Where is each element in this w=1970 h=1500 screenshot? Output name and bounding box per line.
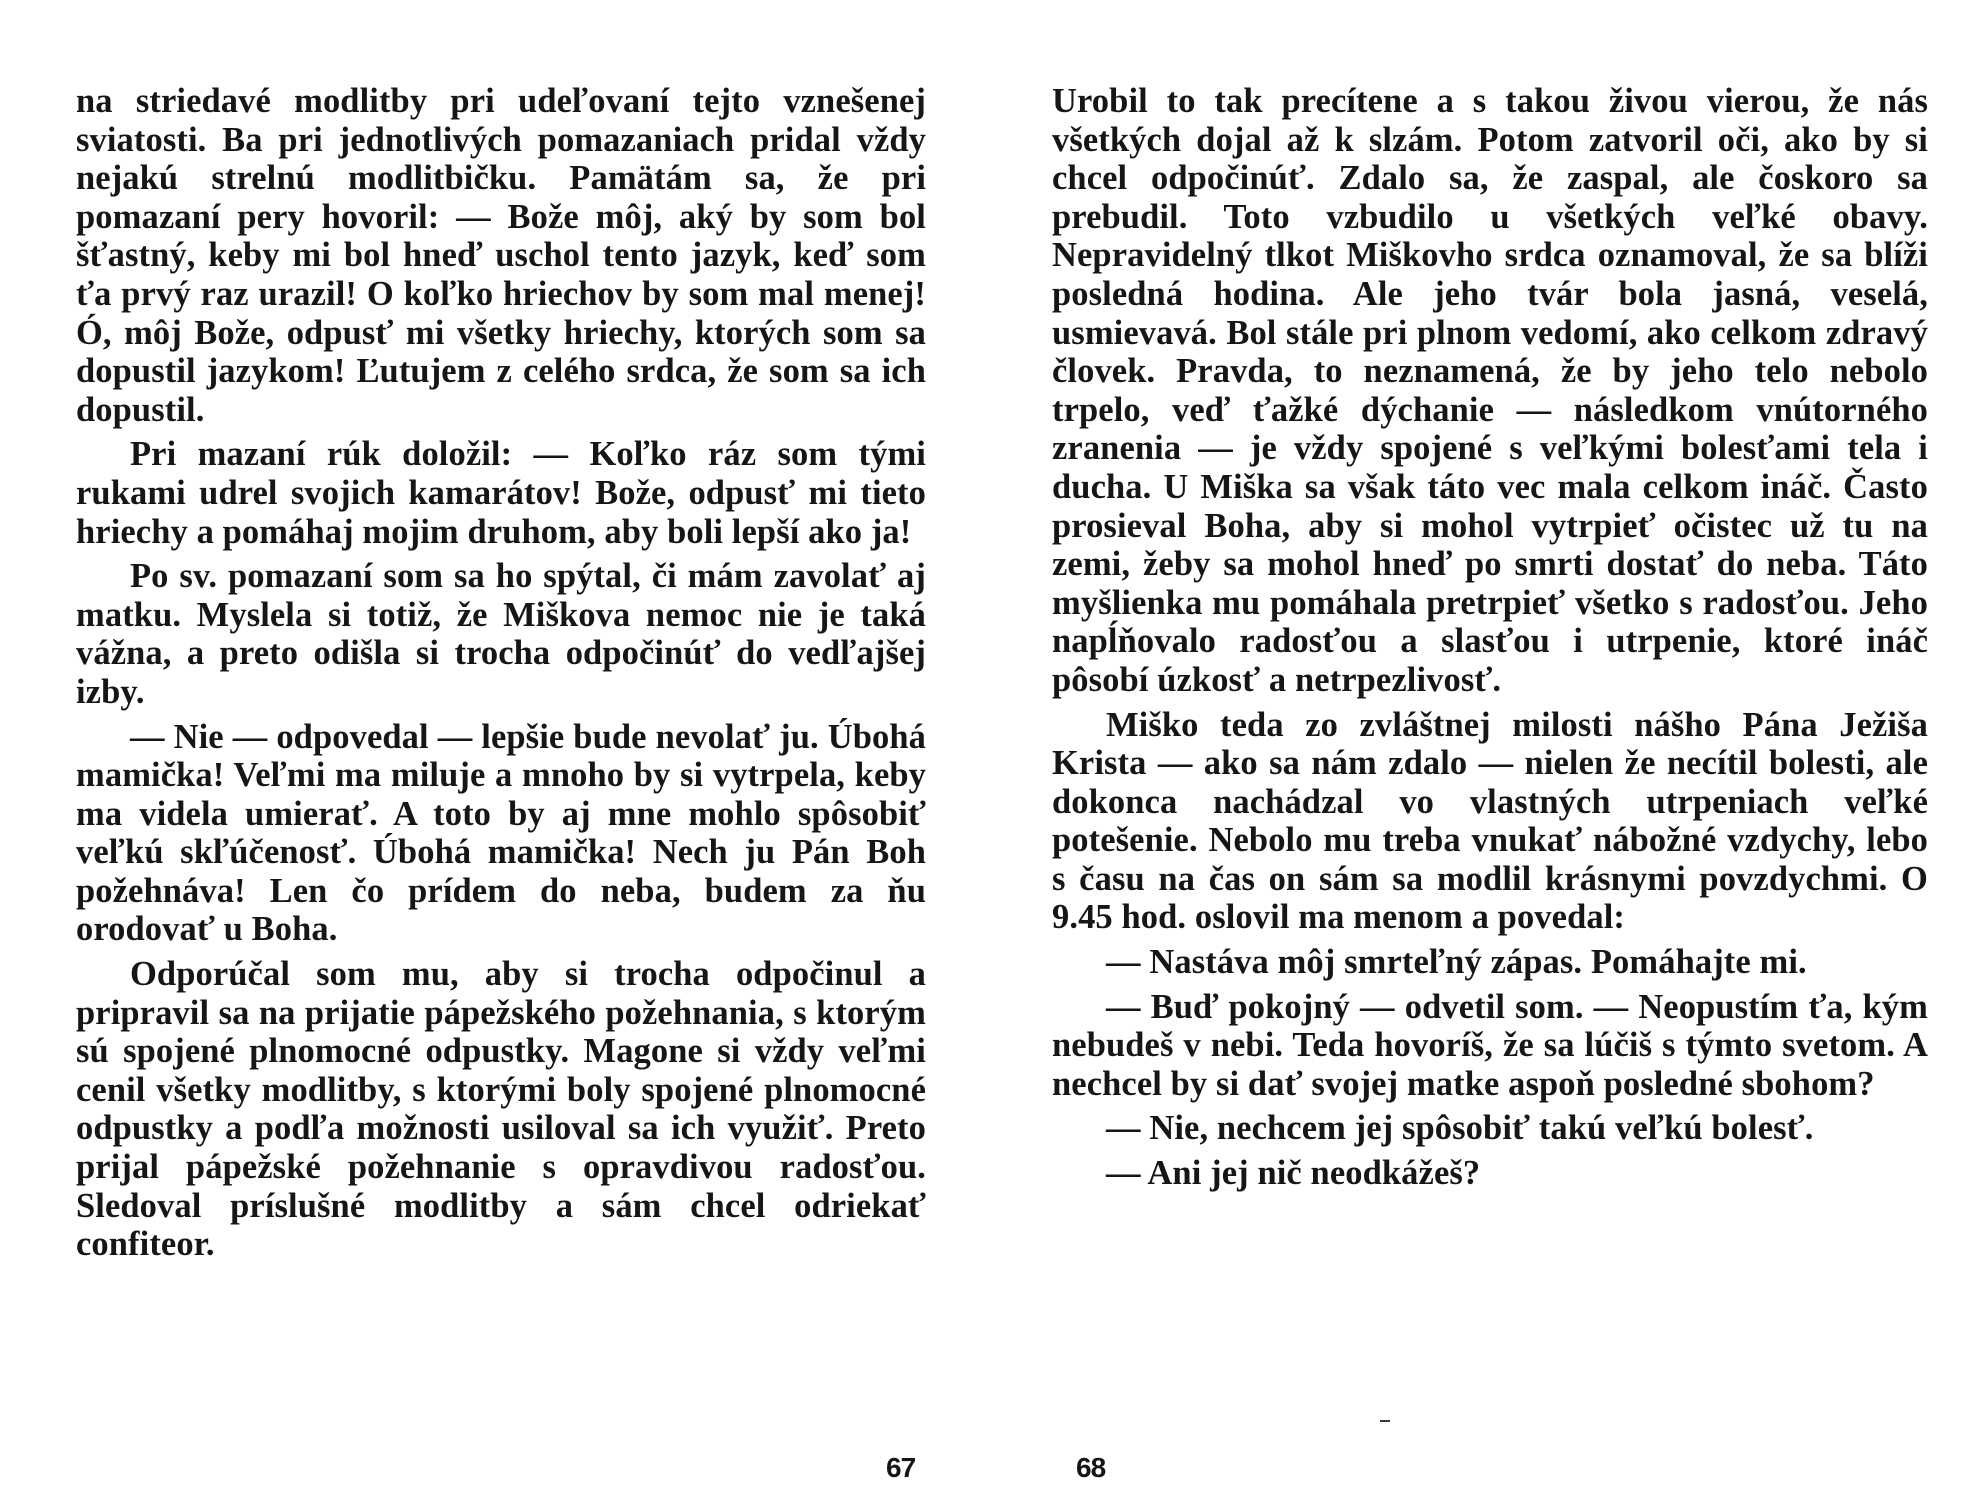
left-paragraph-5: Odporúčal som mu, aby si trocha odpočinul a pripravil sa na prijatie pápežského požehnania, s ktorým sú spojené plnomocné odpustky. Magone si vždy veľmi cenil všetky modlitby, s ktorými boly spojené plnomocné odpustky a podľa možnosti usiloval sa ich využiť. Preto prijal pápežské požehnanie s opravdivou radosťou. Sledoval príslušné modlitby a sám chcel odriekať confiteor. [76, 955, 926, 1264]
right-paragraph-1: Urobil to tak precítene a s takou živou vierou, že nás všetkých dojal až k slzám. Potom zatvoril oči, ako by si chcel odpočinúť. Zdalo sa, že zaspal, ale čoskoro sa prebudil. Toto vzbudilo u všetkých veľké obavy. Nepravidelný tlkot Miškovho srdca oznamoval, že sa blíži posledná hodina. Ale jeho tvár bola jasná, veselá, usmievavá. Bol stále pri plnom vedomí, ako celkom zdravý človek. Pravda, to neznamená, že by jeho telo nebolo trpelo, veď ťažké dýchanie — následkom vnútorného zranenia — je vždy spojené s veľkými bolesťami tela i ducha. U Miška sa však táto vec mala celkom ináč. Často prosieval Boha, aby si mohol vytrpieť očistec už tu na zemi, žeby sa mohol hneď po smrti dostať do neba. Táto myšlienka mu pomáhala pretrpieť všetko s radosťou. Jeho napĺňovalo radosťou a slasťou i utrpenie, ktoré ináč pôsobí úzkosť a netrpezlivosť. [1052, 82, 1928, 699]
left-page [76, 82, 926, 1264]
print-speck [1380, 1420, 1390, 1422]
right-paragraph-5: — Nie, nechcem jej spôsobiť takú veľkú bolesť. [1106, 1109, 1814, 1148]
page-number-right: 68 [1076, 1452, 1106, 1483]
left-paragraph-4: — Nie — odpovedal — lepšie bude nevolať ju. Úbohá mamička! Veľmi ma miluje a mnoho by si vytrpela, keby ma videla umierať. A toto by aj mne mohlo spôsobiť veľkú skľúčenosť. Úbohá mamička! Nech ju Pán Boh požehnáva! Len čo prídem do neba, budem za ňu orodovať u Boha. [76, 717, 926, 949]
right-paragraph-3: — Nastáva môj smrteľný zápas. Pomáhajte mi. [1106, 943, 1807, 982]
right-paragraph-4: — Buď pokojný — odvetil som. — Neopustím ťa, kým nebudeš v nebi. Teda hovoríš, že sa lúčiš s týmto svetom. A nechcel by si dať svojej matke aspoň posledné sbohom? [1052, 987, 1928, 1103]
right-page [1052, 82, 1928, 1193]
right-paragraph-6: — Ani jej nič neodkážeš? [1106, 1154, 1481, 1193]
left-paragraph-2: Pri mazaní rúk doložil: — Koľko ráz som tými rukami udrel svojich kamarátov! Bože, odpusť mi tieto hriechy a pomáhaj mojim druhom, aby boli lepší ako ja! [76, 435, 926, 551]
page-number-left: 67 [886, 1452, 916, 1483]
left-paragraph-1: na striedavé modlitby pri udeľovaní tejto vznešenej sviatosti. Ba pri jednotlivých pomazaniach pridal vždy nejakú strelnú modlitbičku. Pamätám sa, že pri pomazaní pery hovoril: — Bože môj, aký by som bol šťastný, keby mi bol hneď uschol tento jazyk, keď som ťa prvý raz urazil! O koľko hriechov by som mal menej! Ó, môj Bože, odpusť mi všetky hriechy, ktorých som sa dopustil jazykom! Ľutujem z celého srdca, že som sa ich dopustil. [76, 82, 926, 429]
right-paragraph-2: Miško teda zo zvláštnej milosti nášho Pána Ježiša Krista — ako sa nám zdalo — nielen že necítil bolesti, ale dokonca nachádzal vo vlastných utrpeniach veľké potešenie. Nebolo mu treba vnukať nábožné vzdychy, lebo s času na čas on sám sa modlil krásnymi povzdychmi. O 9.45 hod. oslovil ma menom a povedal: [1052, 705, 1928, 937]
left-paragraph-3: Po sv. pomazaní som sa ho spýtal, či mám zavolať aj matku. Myslela si totiž, že Miškova nemoc nie je taká vážna, a preto odišla si trocha odpočinúť do vedľajšej izby. [76, 557, 926, 711]
